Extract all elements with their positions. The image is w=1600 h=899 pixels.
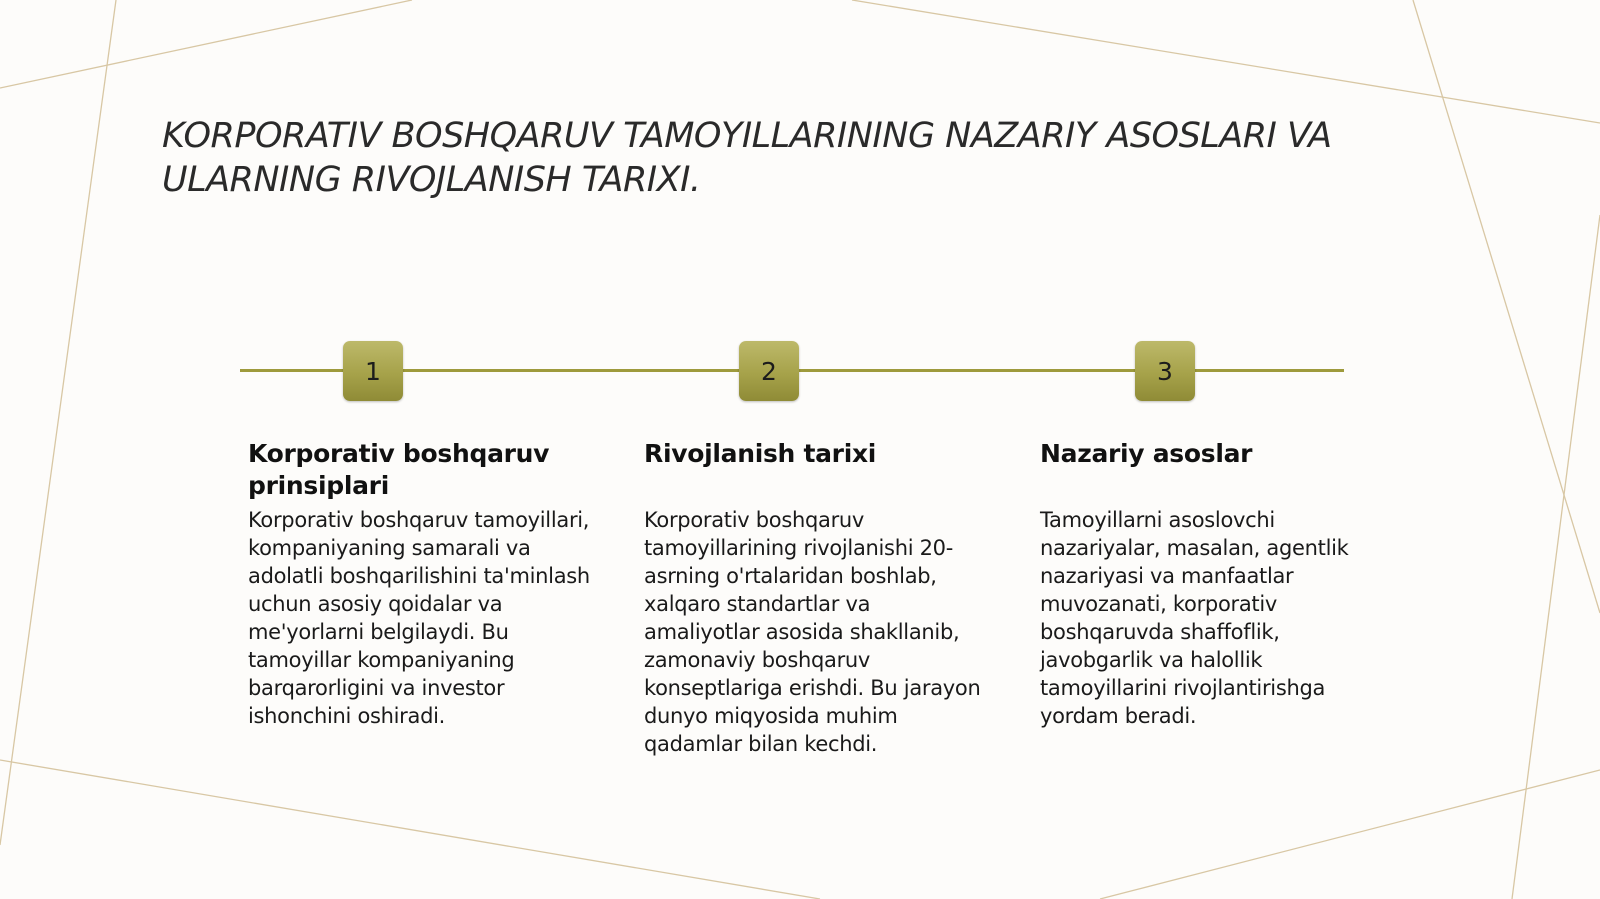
- step-column-1: [248, 438, 593, 730]
- step-heading: Rivojlanish tarixi: [644, 439, 877, 468]
- step-badge-2: 2: [739, 341, 799, 401]
- step-badge-1: 1: [343, 341, 403, 401]
- step-heading: Nazariy asoslar: [1040, 439, 1253, 468]
- step-description: Tamoyillarni asoslovchi nazariyalar, masalan, agentlik nazariyasi va manfaatlar muvozanati, korporativ boshqaruvda shaffoflik, javobgarlik va halollik tamoyillarini rivojlantirishga yordam beradi.: [1040, 508, 1349, 728]
- step-badge-3: 3: [1135, 341, 1195, 401]
- step-heading: Korporativ boshqaruv prinsiplari: [248, 439, 550, 500]
- step-description: Korporativ boshqaruv tamoyillari, kompaniyaning samarali va adolatli boshqarilishini ta'minlash uchun asosiy qoidalar va me'yorlarni belgilaydi. Bu tamoyillar kompaniyaning barqarorligini va investor ishonchini oshiradi.: [248, 508, 590, 728]
- step-description: Korporativ boshqaruv tamoyillarining rivojlanishi 20-asrning o'rtalaridan boshlab, xalqaro standartlar va amaliyotlar asosida shakllanib, zamonaviy boshqaruv konseptlariga erishdi. Bu jarayon dunyo miqyosida muhim qadamlar bilan kechdi.: [644, 508, 981, 756]
- slide-title: KORPORATIV BOSHQARUV TAMOYILLARINING NAZARIY ASOSLARI VA ULARNING RIVOJLANISH TARIXI.: [162, 116, 1332, 200]
- step-column-3: [1040, 438, 1385, 730]
- step-column-2: [644, 438, 989, 758]
